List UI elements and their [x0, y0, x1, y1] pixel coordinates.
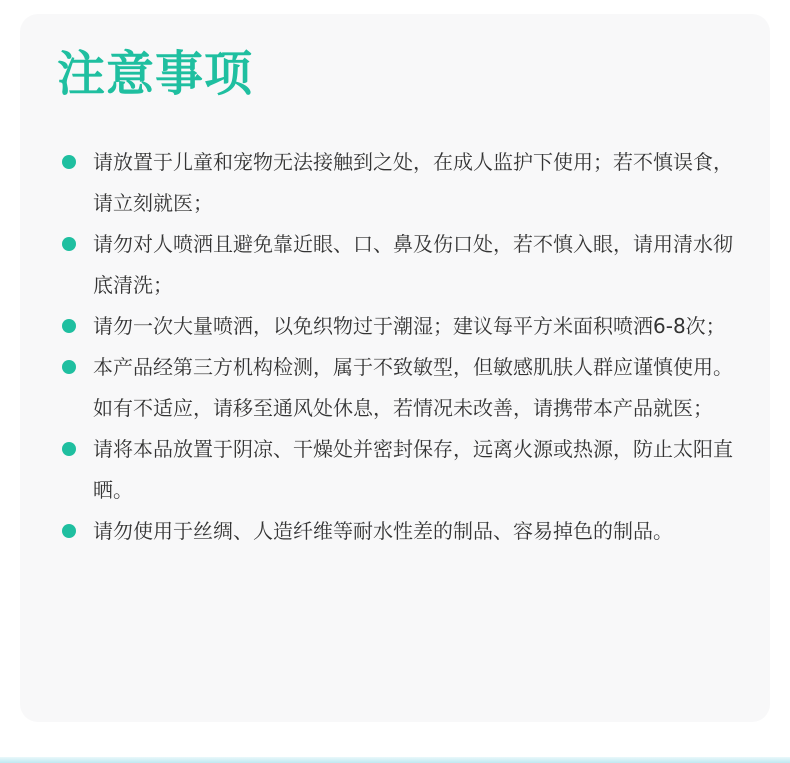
list-item	[20, 511, 770, 552]
bullet-dot-icon	[62, 319, 76, 333]
note-text: 请勿使用于丝绸、人造纤维等耐水性差的制品、容易掉色的制品。	[93, 519, 673, 543]
bottom-decor-stripe	[0, 757, 790, 763]
note-text: 本产品经第三方机构检测，属于不致敏型，但敏感肌肤人群应谨慎使用。如有不适应，请移至通风处休息，若情况未改善，请携带本产品就医；	[93, 355, 733, 420]
list-item	[20, 224, 770, 306]
bullet-dot-icon	[62, 524, 76, 538]
bullet-dot-icon	[62, 155, 76, 169]
bullet-dot-icon	[62, 442, 76, 456]
note-text: 请勿一次大量喷洒，以免织物过于潮湿；建议每平方米面积喷洒6-8次；	[93, 314, 726, 338]
list-item	[20, 306, 770, 347]
list-item	[20, 429, 770, 511]
notice-list	[20, 142, 770, 552]
list-item	[20, 347, 770, 429]
page-title: 注意事项	[57, 46, 254, 102]
bullet-dot-icon	[62, 237, 76, 251]
note-text: 请放置于儿童和宠物无法接触到之处，在成人监护下使用；若不慎误食，请立刻就医；	[93, 150, 733, 215]
notice-card	[20, 14, 770, 722]
list-item	[20, 142, 770, 224]
note-text: 请将本品放置于阴凉、干燥处并密封保存，远离火源或热源，防止太阳直晒。	[93, 437, 733, 502]
bullet-dot-icon	[62, 360, 76, 374]
note-text: 请勿对人喷洒且避免靠近眼、口、鼻及伤口处，若不慎入眼，请用清水彻底清洗；	[93, 232, 733, 297]
